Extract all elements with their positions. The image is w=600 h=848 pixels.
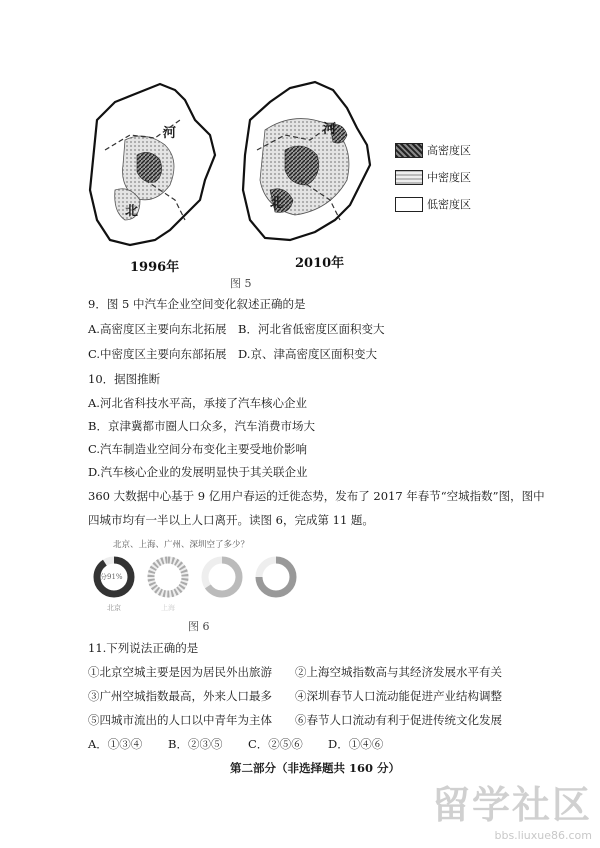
q11-statement-5: ⑤四城市流出的人口以中青年为主体 <box>88 713 272 727</box>
legend-high-swatch <box>395 143 423 158</box>
map-year-1996: 1996年 <box>130 260 180 275</box>
figure-6-donuts <box>92 555 312 615</box>
q10-option-b: B．京津冀都市圈人口众多，汽车消费市场大 <box>88 419 315 433</box>
donut-shanghai <box>151 560 185 594</box>
q11-statement-6: ⑥春节人口流动有利于促进传统文化发展 <box>295 713 502 727</box>
map-1996 <box>90 84 215 245</box>
legend-mid <box>395 169 471 185</box>
watermark <box>432 774 592 842</box>
q9-option-a: A.高密度区主要向东北拓展 <box>88 322 227 336</box>
part-2-heading: 第二部分（非选择题共 160 分） <box>230 761 401 775</box>
passage-line-1: 360 大数据中心基于 9 亿用户春运的迁徙态势，发布了 2017 年春节“空城指数”图，图中 <box>88 489 545 503</box>
q10-option-c: C.汽车制造业空间分布变化主要受地价影响 <box>88 442 308 456</box>
q11-option-b: B．②③⑤ <box>168 737 223 751</box>
donut-charts <box>92 555 312 603</box>
legend-mid-label: 中密度区 <box>427 171 471 184</box>
watermark-brand: 留学社区 <box>431 783 592 827</box>
legend-low-label: 低密度区 <box>427 198 471 211</box>
legend-low <box>395 196 471 212</box>
q10-option-a: A.河北省科技水平高，承接了汽车核心企业 <box>88 396 307 410</box>
map-label-he-2: 河 <box>323 122 337 137</box>
q11-option-a: A．①③④ <box>88 737 143 751</box>
donut-beijing-center: 分91% <box>100 573 123 581</box>
legend-high <box>395 142 471 158</box>
map-label-he-1: 河 <box>163 126 177 141</box>
q10-stem: 10．据图推断 <box>88 372 161 386</box>
q11-option-d: D．①④⑥ <box>328 737 384 751</box>
q11-statement-2: ②上海空城指数高与其经济发展水平有关 <box>295 665 502 679</box>
figure-6-caption: 图 6 <box>188 620 210 633</box>
donut-beijing-label: 北京 <box>107 604 121 612</box>
q11-statement-4: ④深圳春节人口流动能促进产业结构调整 <box>295 689 502 703</box>
legend-high-label: 高密度区 <box>427 144 471 157</box>
q9-option-b: B．河北省低密度区面积变大 <box>238 322 385 336</box>
q11-stem: 11.下列说法正确的是 <box>88 641 199 655</box>
watermark-url: bbs.liuxue86.com <box>494 829 592 842</box>
donut-shanghai-label: 上海 <box>161 604 175 612</box>
legend-low-swatch <box>395 197 423 212</box>
q10-option-d: D.汽车核心企业的发展明显快于其关联企业 <box>88 465 308 479</box>
q11-statement-1: ①北京空城主要是因为居民外出旅游 <box>88 665 272 679</box>
donut-shenzhen <box>259 560 293 594</box>
q9-option-d: D.京、津高密度区面积变大 <box>238 347 377 361</box>
map-label-bei-1: 北 <box>125 204 139 219</box>
q11-option-c: C．②⑤⑥ <box>248 737 303 751</box>
map-year-2010: 2010年 <box>295 256 345 271</box>
legend-mid-swatch <box>395 170 423 185</box>
donut-guangzhou <box>205 560 239 594</box>
q9-stem: 9．图 5 中汽车企业空间变化叙述正确的是 <box>88 297 306 311</box>
q9-option-c: C.中密度区主要向东部拓展 <box>88 347 227 361</box>
map-2010 <box>243 82 370 240</box>
passage-line-2: 四城市均有一半以上人口离开。读图 6，完成第 11 题。 <box>88 513 374 527</box>
figure-5-caption: 图 5 <box>230 277 252 290</box>
figure-6-title: 北京、上海、广州、深圳空了多少？ <box>113 540 250 550</box>
map-label-bei-2: 北 <box>270 196 284 211</box>
q11-statement-3: ③广州空城指数最高，外来人口最多 <box>88 689 272 703</box>
